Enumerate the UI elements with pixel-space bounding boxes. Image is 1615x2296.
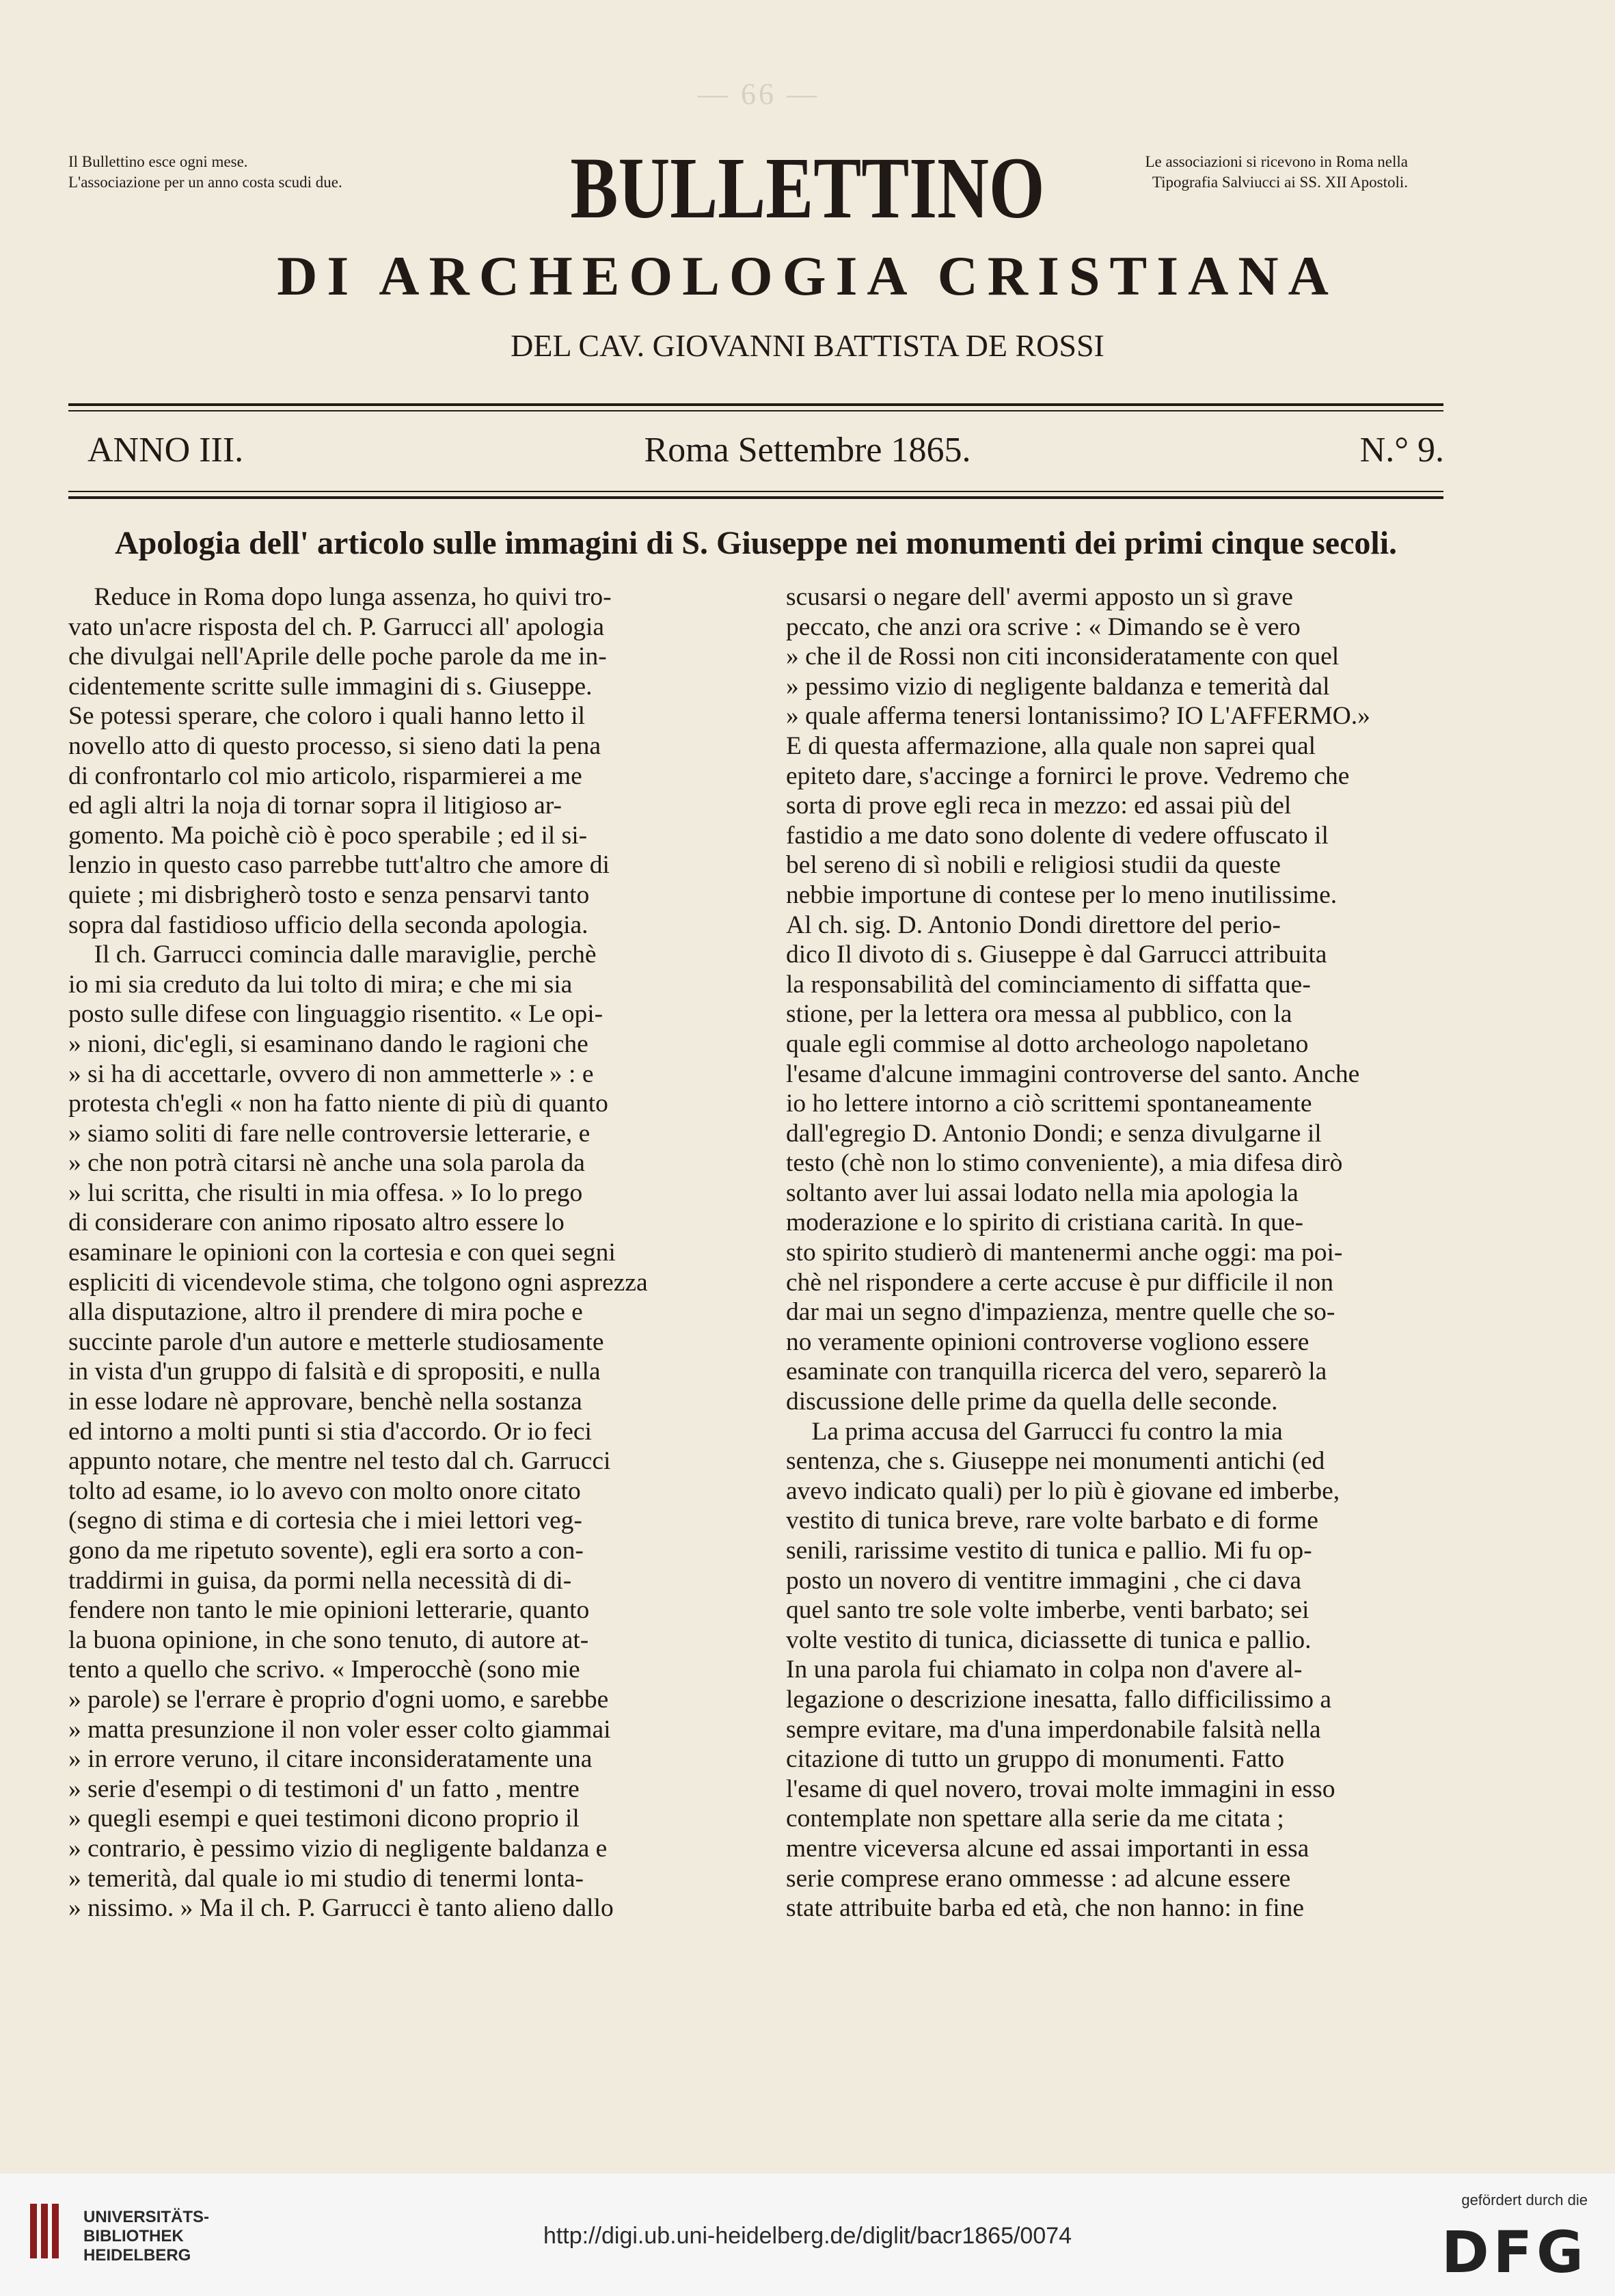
divider bbox=[68, 403, 1443, 406]
text-line: legazione o descrizione inesatta, fallo difficilissimo a bbox=[786, 1685, 1331, 1714]
text-line: vato un'acre risposta del ch. P. Garrucci all' apologia bbox=[68, 612, 605, 641]
text-line: Reduce in Roma dopo lunga assenza, ho quivi tro- bbox=[68, 583, 612, 611]
text-line: appunto notare, che mentre nel testo dal ch. Garrucci bbox=[68, 1447, 611, 1476]
text-line: l'esame d'alcune immagini controverse del santo. Anche bbox=[786, 1059, 1360, 1088]
text-line: quel santo tre sole volte imberbe, venti barbato; sei bbox=[786, 1596, 1309, 1625]
note-line: Le associazioni si ricevono in Roma nella bbox=[1145, 153, 1408, 170]
permalink-url[interactable]: http://digi.ub.uni-heidelberg.de/diglit/bacr1865/0074 bbox=[543, 2223, 1072, 2249]
dfg-logo: DFG bbox=[1441, 2219, 1588, 2286]
library-name-line: UNIVERSITÄTS- bbox=[83, 2208, 210, 2226]
text-line: » temerità, dal quale io mi studio di tenermi lonta- bbox=[68, 1864, 584, 1893]
library-name-line: BIBLIOTHEK bbox=[83, 2227, 184, 2245]
text-line: io ho lettere intorno a ciò scrittemi spontaneamente bbox=[786, 1090, 1312, 1118]
text-line: tolto ad esame, io lo avevo con molto onore citato bbox=[68, 1476, 581, 1505]
text-line: Il ch. Garrucci comincia dalle maraviglie, perchè bbox=[68, 941, 597, 969]
text-line: scusarsi o negare dell' avermi apposto un sì grave bbox=[786, 583, 1293, 611]
text-line: stione, per la lettera ora messa al pubblico, con la bbox=[786, 1000, 1292, 1029]
text-line: sempre evitare, ma d'una imperdonabile falsità nella bbox=[786, 1715, 1321, 1744]
text-line: no veramente opinioni controverse vogliono essere bbox=[786, 1327, 1309, 1356]
text-line: posto sulle difese con linguaggio risentito. « Le opi- bbox=[68, 1000, 603, 1029]
text-line: quiete ; mi disbrigherò tosto e senza pensarvi tanto bbox=[68, 880, 590, 909]
text-line: la buona opinione, in che sono tenuto, di autore at- bbox=[68, 1625, 589, 1654]
text-line: sopra dal fastidioso ufficio della seconda apologia. bbox=[68, 910, 588, 939]
text-line: Al ch. sig. D. Antonio Dondi direttore del perio- bbox=[786, 910, 1281, 939]
digitization-footer bbox=[0, 2174, 1615, 2296]
text-line: » pessimo vizio di negligente baldanza e temerità dal bbox=[786, 672, 1330, 701]
text-column-right bbox=[786, 582, 1422, 1923]
text-line: in esse lodare nè approvare, benchè nella sostanza bbox=[68, 1388, 582, 1416]
text-line: » che il de Rossi non citi inconsideratamente con quel bbox=[786, 643, 1340, 671]
text-line: io mi sia creduto da lui tolto di mira; e che mi sia bbox=[68, 970, 573, 999]
text-line: vestito di tunica breve, rare volte barbato e di forme bbox=[786, 1507, 1318, 1535]
page-number: — 66 — bbox=[698, 77, 819, 111]
text-line: bel sereno di sì nobili e religiosi studii da queste bbox=[786, 851, 1281, 880]
text-line: novello atto di questo processo, si sieno dati la pena bbox=[68, 731, 601, 760]
note-line: Il Bullettino esce ogni mese. bbox=[68, 153, 248, 170]
funding-note: gefördert durch die bbox=[1461, 2191, 1588, 2209]
text-line: ed intorno a molti punti si stia d'accordo. Or io feci bbox=[68, 1417, 592, 1446]
text-line: lenzio in questo caso parrebbe tutt'altro che amore di bbox=[68, 851, 610, 880]
library-name-line: HEIDELBERG bbox=[83, 2246, 191, 2265]
text-line: chè nel rispondere a certe accuse è pur difficile il non bbox=[786, 1268, 1334, 1297]
text-line: fastidio a me dato sono dolente di vedere offuscato il bbox=[786, 821, 1329, 850]
text-column-left bbox=[68, 582, 704, 1923]
text-line: serie comprese erano ommesse : ad alcune essere bbox=[786, 1864, 1291, 1893]
text-line: discussione delle prime da quella delle seconde. bbox=[786, 1388, 1278, 1416]
text-line: » nissimo. » Ma il ch. P. Garrucci è tanto alieno dallo bbox=[68, 1894, 614, 1923]
issue-year: ANNO III. bbox=[87, 431, 244, 470]
text-line: che divulgai nell'Aprile delle poche parole da me in- bbox=[68, 643, 607, 671]
text-line: sentenza, che s. Giuseppe nei monumenti antichi (ed bbox=[786, 1447, 1325, 1476]
journal-author: DEL CAV. GIOVANNI BATTISTA DE ROSSI bbox=[511, 328, 1104, 363]
text-line: » si ha di accettarle, ovvero di non ammetterle » : e bbox=[68, 1059, 594, 1088]
text-line: in vista d'un gruppo di falsità e di spropositi, e nulla bbox=[68, 1358, 601, 1386]
text-line: » lui scritta, che risulti in mia offesa. » Io lo prego bbox=[68, 1178, 583, 1207]
text-line: » siamo soliti di fare nelle controversie letterarie, e bbox=[68, 1119, 591, 1148]
text-line: dico Il divoto di s. Giuseppe è dal Garrucci attribuita bbox=[786, 941, 1327, 969]
text-line: senili, rarissime vestito di tunica e pallio. Mi fu op- bbox=[786, 1537, 1312, 1565]
text-line: traddirmi in guisa, da pormi nella necessità di di- bbox=[68, 1566, 572, 1595]
text-line: di confrontarlo col mio articolo, risparmierei a me bbox=[68, 761, 582, 790]
text-line: citazione di tutto un gruppo di monumenti. Fatto bbox=[786, 1745, 1285, 1774]
note-line: L'associazione per un anno costa scudi due. bbox=[68, 174, 342, 191]
issue-number: N.° 9. bbox=[1359, 431, 1444, 470]
text-line: » quegli esempi e quei testimoni dicono proprio il bbox=[68, 1805, 580, 1833]
text-line: soltanto aver lui assai lodato nella mia apologia la bbox=[786, 1178, 1299, 1207]
text-line: di considerare con animo riposato altro essere lo bbox=[68, 1208, 565, 1237]
text-line: sto spirito studierò di mantenermi anche oggi: ma poi- bbox=[786, 1239, 1343, 1267]
text-line: » contrario, è pessimo vizio di negligente baldanza e bbox=[68, 1834, 608, 1863]
text-line: fendere non tanto le mie opinioni letterarie, quanto bbox=[68, 1596, 590, 1625]
text-line: gono da me ripetuto sovente), egli era sorto a con- bbox=[68, 1537, 584, 1565]
text-line: » nioni, dic'egli, si esaminano dando le ragioni che bbox=[68, 1029, 588, 1058]
text-line: E di questa affermazione, alla quale non saprei qual bbox=[786, 731, 1316, 760]
text-line: » quale afferma tenersi lontanissimo? IO L'AFFERMO.» bbox=[786, 702, 1370, 731]
text-line: dall'egregio D. Antonio Dondi; e senza divulgarne il bbox=[786, 1119, 1322, 1148]
text-line: protesta ch'egli « non ha fatto niente di più di quanto bbox=[68, 1090, 608, 1118]
text-line: moderazione e lo spirito di cristiana carità. In que- bbox=[786, 1208, 1303, 1237]
text-line: volte vestito di tunica, diciassette di tunica e pallio. bbox=[786, 1625, 1312, 1654]
text-line: contemplate non spettare alla serie da me citata ; bbox=[786, 1805, 1284, 1833]
text-line: In una parola fui chiamato in colpa non d'avere al- bbox=[786, 1656, 1303, 1684]
divider bbox=[68, 410, 1443, 411]
text-line: La prima accusa del Garrucci fu contro la mia bbox=[786, 1417, 1283, 1446]
text-line: sorta di prove egli reca in mezzo: ed assai più del bbox=[786, 792, 1292, 820]
journal-subtitle: DI ARCHEOLOGIA CRISTIANA bbox=[277, 245, 1338, 307]
text-line: posto un novero di ventitre immagini , che ci dava bbox=[786, 1566, 1301, 1595]
text-line: » che non potrà citarsi nè anche una sola parola da bbox=[68, 1149, 585, 1178]
text-line: esaminate con tranquilla ricerca del vero, separerò la bbox=[786, 1358, 1327, 1386]
text-line: nebbie importune di contese per lo meno inutilissime. bbox=[786, 880, 1338, 909]
text-line: epiteto dare, s'accinge a fornirci le prove. Vedremo che bbox=[786, 761, 1350, 790]
divider bbox=[68, 491, 1443, 492]
journal-title: BULLETTINO bbox=[570, 139, 1045, 237]
text-line: (segno di stima e di cortesia che i miei lettori veg- bbox=[68, 1507, 582, 1535]
text-line: dar mai un segno d'impazienza, mentre quelle che so- bbox=[786, 1298, 1335, 1327]
text-line: tento a quello che scrivo. « Imperocchè (sono mie bbox=[68, 1656, 580, 1684]
text-line: mentre viceversa alcune ed assai importanti in essa bbox=[786, 1834, 1309, 1863]
text-line: ed agli altri la noja di tornar sopra il litigioso ar- bbox=[68, 792, 562, 820]
text-line: esaminare le opinioni con la cortesia e con quei segni bbox=[68, 1239, 616, 1267]
text-line: peccato, che anzi ora scrive : « Dimando se è vero bbox=[786, 612, 1301, 641]
text-line: espliciti di vicendevole stima, che tolgono ogni asprezza bbox=[68, 1268, 648, 1297]
text-line: succinte parole d'un autore e metterle studiosamente bbox=[68, 1327, 604, 1356]
text-line: alla disputazione, altro il prendere di mira poche e bbox=[68, 1298, 583, 1327]
article-title: Apologia dell' articolo sulle immagini di S. Giuseppe nei monumenti dei primi cinque secoli. bbox=[114, 525, 1398, 561]
text-line: cidentemente scritte sulle immagini di s. Giuseppe. bbox=[68, 672, 593, 701]
text-line: gomento. Ma poichè ciò è poco sperabile ; ed il si- bbox=[68, 821, 588, 850]
text-line: » parole) se l'errare è proprio d'ogni uomo, e sarebbe bbox=[68, 1685, 609, 1714]
text-line: la responsabilità del cominciamento di siffatta que- bbox=[786, 970, 1311, 999]
text-line: quale egli commise al dotto archeologo napoletano bbox=[786, 1029, 1309, 1058]
text-line: state attribuite barba ed età, che non hanno: in fine bbox=[786, 1894, 1305, 1923]
text-line: » in errore veruno, il citare inconsideratamente una bbox=[68, 1745, 593, 1774]
note-line: Tipografia Salviucci ai SS. XII Apostoli. bbox=[1152, 174, 1408, 191]
text-line: Se potessi sperare, che coloro i quali hanno letto il bbox=[68, 702, 586, 731]
issue-date: Roma Settembre 1865. bbox=[644, 431, 971, 470]
text-line: » serie d'esempi o di testimoni d' un fatto , mentre bbox=[68, 1774, 580, 1803]
text-line: l'esame di quel novero, trovai molte immagini in esso bbox=[786, 1774, 1335, 1803]
divider bbox=[68, 496, 1443, 499]
text-line: avevo indicato quali) per lo più è giovane ed imberbe, bbox=[786, 1476, 1340, 1505]
text-line: testo (chè non lo stimo conveniente), a mia difesa dirò bbox=[786, 1149, 1343, 1178]
text-line: » matta presunzione il non voler esser colto giammai bbox=[68, 1715, 611, 1744]
